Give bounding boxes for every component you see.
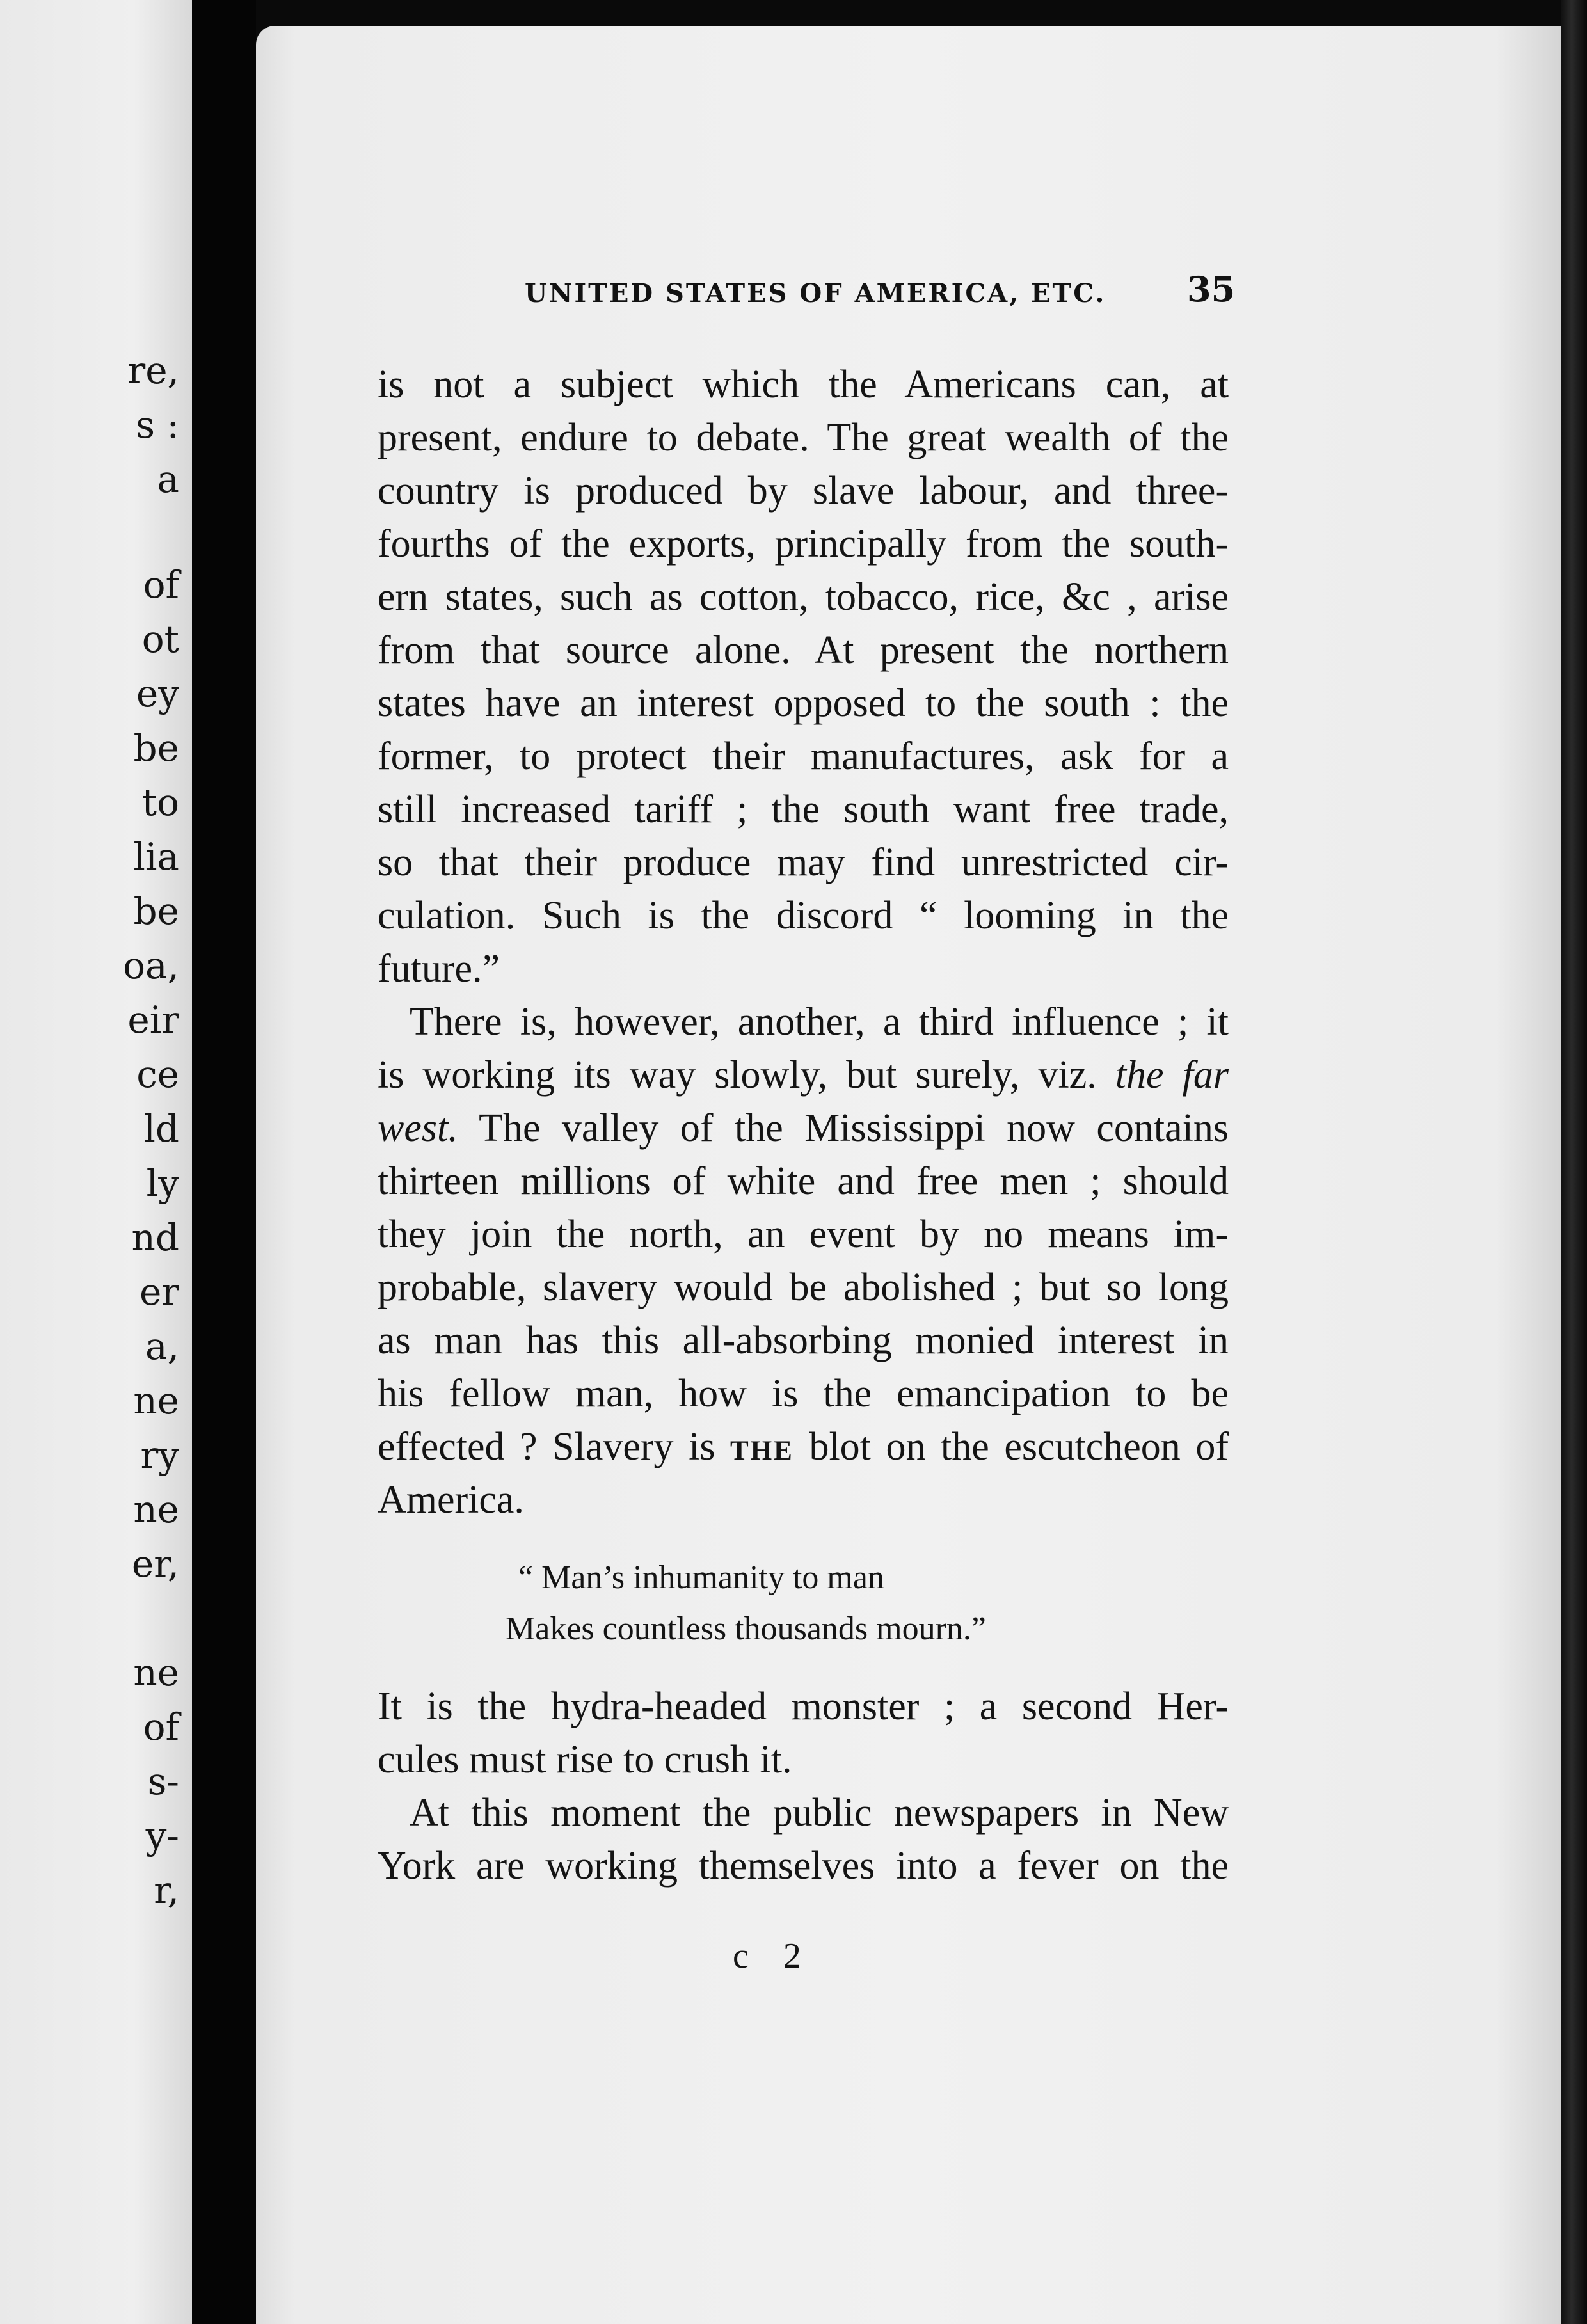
text-fragment: The valley of the Mississippi now contains xyxy=(479,1106,1229,1150)
page-number: 35 xyxy=(1187,269,1236,310)
facing-fragment: ne xyxy=(133,1488,179,1531)
text-line: still increased tariff ; the south want free trade, xyxy=(378,788,1229,831)
facing-fragment: ce xyxy=(136,1053,179,1096)
paragraph-3 xyxy=(378,1680,1229,1787)
text-line: is not a subject which the Americans can, at xyxy=(378,363,1229,406)
text-line: It is the hydra-headed monster ; a second Her- xyxy=(378,1685,1229,1728)
facing-fragment: be xyxy=(133,726,179,770)
body-text xyxy=(378,358,1229,1893)
text-line: from that source alone. At present the northern xyxy=(378,628,1229,672)
facing-fragment: re, xyxy=(127,349,179,392)
facing-fragment: s- xyxy=(147,1760,179,1803)
text-fragment: blot on the escutcheon of xyxy=(809,1425,1229,1468)
facing-fragment: of xyxy=(143,563,179,607)
verse-quotation xyxy=(506,1552,1229,1655)
text-line: York are working themselves into a fever on the xyxy=(378,1844,1229,1888)
facing-fragment: er xyxy=(139,1270,179,1314)
facing-fragment: eir xyxy=(127,998,179,1042)
facing-fragment: er, xyxy=(131,1542,179,1586)
text-line xyxy=(378,1102,1229,1155)
italic-phrase: the far xyxy=(1115,1053,1229,1097)
facing-fragment: ey xyxy=(136,672,179,715)
facing-fragment: ry xyxy=(140,1433,179,1477)
text-line: as man has this all-absorbing monied interest in xyxy=(378,1319,1229,1362)
facing-fragment: ot xyxy=(141,617,179,661)
text-fragment: is working its way slowly, but surely, viz. xyxy=(378,1053,1097,1097)
text-line: culation. Such is the discord “ looming in the xyxy=(378,894,1229,937)
facing-fragment: s : xyxy=(136,403,179,447)
text-line: country is produced by slave labour, and three- xyxy=(378,469,1229,513)
text-line: cules must rise to crush it. xyxy=(378,1738,792,1781)
text-line: former, to protect their manufactures, ask for a xyxy=(378,735,1229,778)
running-head: UNITED STATES OF AMERICA, ETC. xyxy=(525,278,1106,308)
facing-fragment: ly xyxy=(146,1161,179,1205)
text-line: America. xyxy=(378,1478,524,1522)
small-caps-word: the xyxy=(730,1425,794,1468)
facing-fragment: ne xyxy=(133,1651,179,1694)
text-line: thirteen millions of white and free men ; should xyxy=(378,1159,1229,1203)
quote-line: Makes countless thousands mourn.” xyxy=(506,1611,987,1647)
book-gutter xyxy=(192,0,256,2324)
facing-fragment: be xyxy=(133,889,179,933)
facing-fragment: oa, xyxy=(123,944,179,987)
paragraph-1 xyxy=(378,358,1229,996)
facing-fragment: to xyxy=(141,781,179,824)
facing-fragment: a, xyxy=(145,1325,179,1368)
facing-fragment: of xyxy=(143,1705,179,1749)
text-line: probable, slavery would be abolished ; but so long xyxy=(378,1266,1229,1309)
signature-mark: c 2 xyxy=(733,1936,814,1976)
text-line: At this moment the public newspapers in New xyxy=(410,1791,1229,1835)
quote-line: “ Man’s inhumanity to man xyxy=(518,1559,884,1596)
facing-fragment: a xyxy=(157,458,179,501)
text-line: ern states, such as cotton, tobacco, rice, &c , arise xyxy=(378,575,1229,619)
paragraph-2 xyxy=(378,996,1229,1527)
text-line: future.” xyxy=(378,947,500,991)
facing-fragment: ld xyxy=(143,1107,179,1150)
facing-page-text-fragments xyxy=(0,0,192,2324)
facing-fragment: nd xyxy=(131,1216,179,1259)
facing-fragment: r, xyxy=(154,1868,179,1912)
facing-page xyxy=(0,0,192,2324)
text-line: There is, however, another, a third influence ; it xyxy=(410,1000,1229,1044)
paragraph-4 xyxy=(378,1787,1229,1893)
text-line xyxy=(378,1049,1229,1102)
facing-fragment: lia xyxy=(133,835,179,879)
text-line: fourths of the exports, principally from the south- xyxy=(378,522,1229,566)
facing-fragment: y- xyxy=(145,1814,179,1858)
text-line: they join the north, an event by no means im- xyxy=(378,1213,1229,1256)
page-edge xyxy=(1561,0,1587,2324)
text-line xyxy=(378,1421,1229,1474)
text-fragment: effected ? Slavery is xyxy=(378,1425,715,1468)
text-line: states have an interest opposed to the south : the xyxy=(378,681,1229,725)
facing-fragment: ne xyxy=(133,1379,179,1422)
text-line: his fellow man, how is the emancipation to be xyxy=(378,1372,1229,1415)
italic-phrase: west. xyxy=(378,1106,458,1150)
text-line: so that their produce may find unrestricted cir- xyxy=(378,841,1229,884)
text-line: present, endure to debate. The great wealth of the xyxy=(378,416,1229,459)
